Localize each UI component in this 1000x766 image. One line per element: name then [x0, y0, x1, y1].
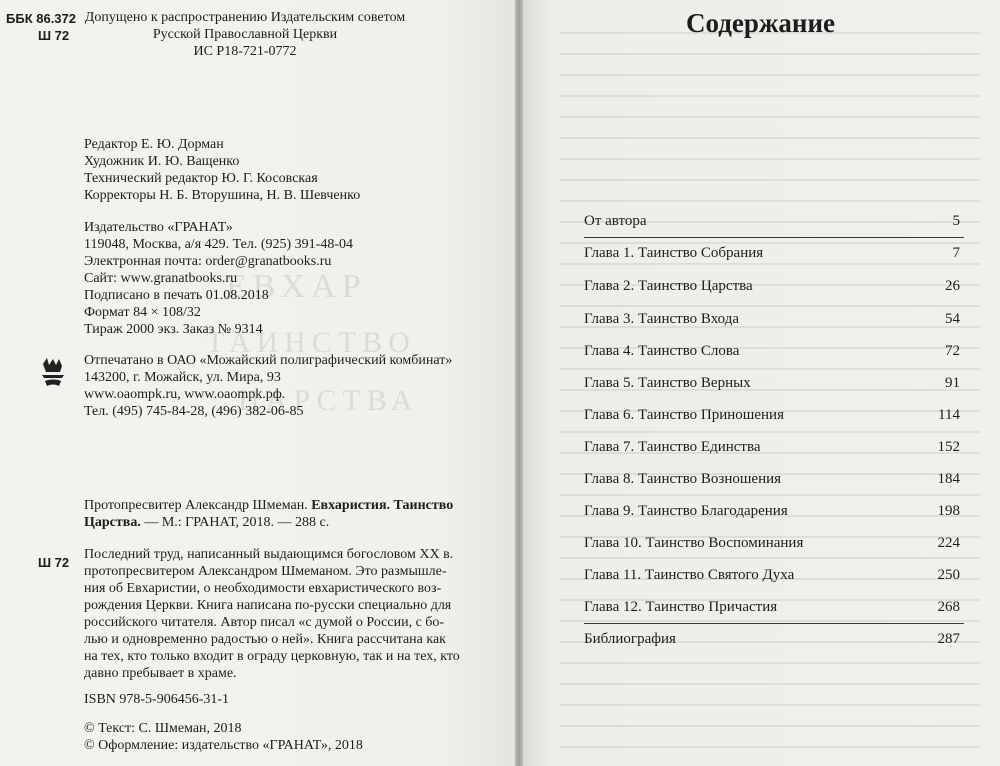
credit-line: Художник И. Ю. Ващенко [84, 154, 240, 169]
printer-line: www.oaompk.ru, www.oaompk.рф. [84, 387, 286, 402]
toc-entry-label: Глава 8. Таинство Возношения [584, 471, 782, 487]
bib-author: Протопресвитер Александр Шмеман. [84, 498, 308, 513]
toc-entry[interactable] [584, 469, 960, 489]
toc-entry[interactable] [584, 565, 960, 585]
toc-entry-page: 287 [937, 631, 960, 647]
annotation-line: российского читателя. Автор писал «с думой о России, с бо- [84, 615, 445, 630]
publisher-line: Подписано в печать 01.08.2018 [84, 288, 269, 303]
credit-line: Корректоры Н. Б. Вторушина, Н. В. Шевченко [84, 188, 361, 203]
toc-entry[interactable] [584, 309, 960, 329]
ghost-word: ТАИНСТВО [206, 326, 416, 359]
toc-entry[interactable] [584, 437, 960, 457]
toc-entry-page: 224 [937, 535, 960, 551]
toc-entry-label: Глава 10. Таинство Воспоминания [584, 535, 804, 551]
publisher-line: Издательство «ГРАНАТ» [84, 220, 233, 235]
toc-entry[interactable] [584, 276, 960, 296]
toc-entry[interactable] [584, 629, 960, 649]
toc-entry-label: Глава 11. Таинство Святого Духа [584, 567, 795, 583]
bib-imprint: — М.: ГРАНАТ, 2018. — 288 с. [144, 515, 330, 530]
toc-entry[interactable] [584, 597, 960, 617]
annotation-line: рождения Церкви. Книга написана по-русски специально для [84, 598, 452, 613]
toc-entry[interactable] [584, 341, 960, 361]
toc-entry-page: 250 [937, 567, 960, 583]
toc-entry[interactable] [584, 373, 960, 393]
publisher-line: Сайт: www.granatbooks.ru [84, 271, 238, 286]
toc-divider [584, 237, 964, 238]
ghost-word: ЕВХАР [226, 268, 367, 305]
toc-entry-label: Глава 3. Таинство Входа [584, 311, 740, 327]
author-index: Ш 72 [38, 555, 70, 570]
toc-entry-page: 72 [945, 343, 960, 359]
annotation-line: протопресвитером Александром Шмеманом. Это размышле- [84, 564, 447, 579]
toc-entry-page: 91 [945, 375, 960, 391]
book-gutter [515, 0, 523, 766]
toc-entry-page: 268 [937, 599, 960, 615]
isbn: ISBN 978-5-906456-31-1 [84, 692, 230, 707]
annotation-line: на тех, кто только входит в ограду церковную, так и на тех, кто [84, 649, 460, 664]
toc-divider [584, 623, 964, 624]
bbk-code: ББК 86.372 [6, 11, 76, 26]
copyright-line: © Оформление: издательство «ГРАНАТ», 2018 [84, 738, 363, 753]
approval-line: Допущено к распространению Издательским советом [84, 10, 406, 25]
toc-entry[interactable] [584, 405, 960, 425]
bib-title: Евхаристия. Таинство [311, 498, 454, 513]
publisher-line: 119048, Москва, а/я 429. Тел. (925) 391-48-04 [84, 237, 353, 252]
toc-entry-page: 54 [945, 311, 960, 327]
toc-entry-label: Библиография [584, 631, 676, 647]
annotation-line: давно пребывает в храме. [84, 666, 237, 681]
bib-title: Царства. [84, 515, 141, 530]
toc-entry-page: 198 [937, 503, 960, 519]
toc-entry-page: 152 [937, 439, 960, 455]
approval-line: ИС Р18-721-0772 [193, 44, 297, 59]
toc-entry[interactable] [584, 211, 960, 231]
annotation-line: ния об Евхаристии, о необходимости евхаристического воз- [84, 581, 442, 596]
toc-entry[interactable] [584, 501, 960, 521]
toc-entry-label: Глава 12. Таинство Причастия [584, 599, 778, 615]
approval-line: Русской Православной Церкви [152, 27, 338, 42]
toc-entry-label: Глава 1. Таинство Собрания [584, 245, 764, 261]
toc-entry-label: Глава 2. Таинство Царства [584, 278, 753, 294]
toc-entry-label: Глава 7. Таинство Единства [584, 439, 761, 455]
toc-entry-label: Глава 5. Таинство Верных [584, 375, 751, 391]
copyright-line: © Текст: С. Шмеман, 2018 [84, 721, 242, 736]
toc-entry-page: 5 [952, 213, 960, 229]
toc-entry[interactable] [584, 243, 960, 263]
toc-entry-page: 184 [937, 471, 960, 487]
credit-line: Технический редактор Ю. Г. Косовская [84, 171, 318, 186]
publisher-line: Формат 84 × 108/32 [84, 305, 201, 320]
printer-line: Тел. (495) 745-84-28, (496) 382-06-85 [84, 404, 304, 419]
toc-title: Содержание [685, 8, 836, 38]
toc-entry-page: 26 [945, 278, 960, 294]
ghost-word: ЦАРСТВА [238, 384, 419, 417]
bib-record-line-1 [84, 497, 453, 514]
printer-line: Отпечатано в ОАО «Можайский полиграфический комбинат» [84, 353, 453, 368]
credit-line: Редактор Е. Ю. Дорман [84, 137, 224, 152]
crown-logo-icon [40, 356, 66, 390]
toc-entry-label: Глава 4. Таинство Слова [584, 343, 740, 359]
publisher-line: Тираж 2000 экз. Заказ № 9314 [84, 322, 263, 337]
toc-entry-label: Глава 6. Таинство Приношения [584, 407, 784, 423]
toc-entry[interactable] [584, 533, 960, 553]
annotation-line: Последний труд, написанный выдающимся богословом XX в. [84, 547, 454, 562]
bib-record-line-2 [84, 514, 329, 531]
publisher-line: Электронная почта: order@granatbooks.ru [84, 254, 332, 269]
toc-entry-page: 7 [952, 245, 960, 261]
annotation-line: лью и одновременно радостью о ней». Книга рассчитана как [84, 632, 446, 647]
toc-entry-page: 114 [938, 407, 960, 423]
printer-line: 143200, г. Можайск, ул. Мира, 93 [84, 370, 281, 385]
author-index: Ш 72 [38, 28, 70, 43]
toc-entry-label: Глава 9. Таинство Благодарения [584, 503, 788, 519]
toc-entry-label: От автора [584, 213, 647, 229]
